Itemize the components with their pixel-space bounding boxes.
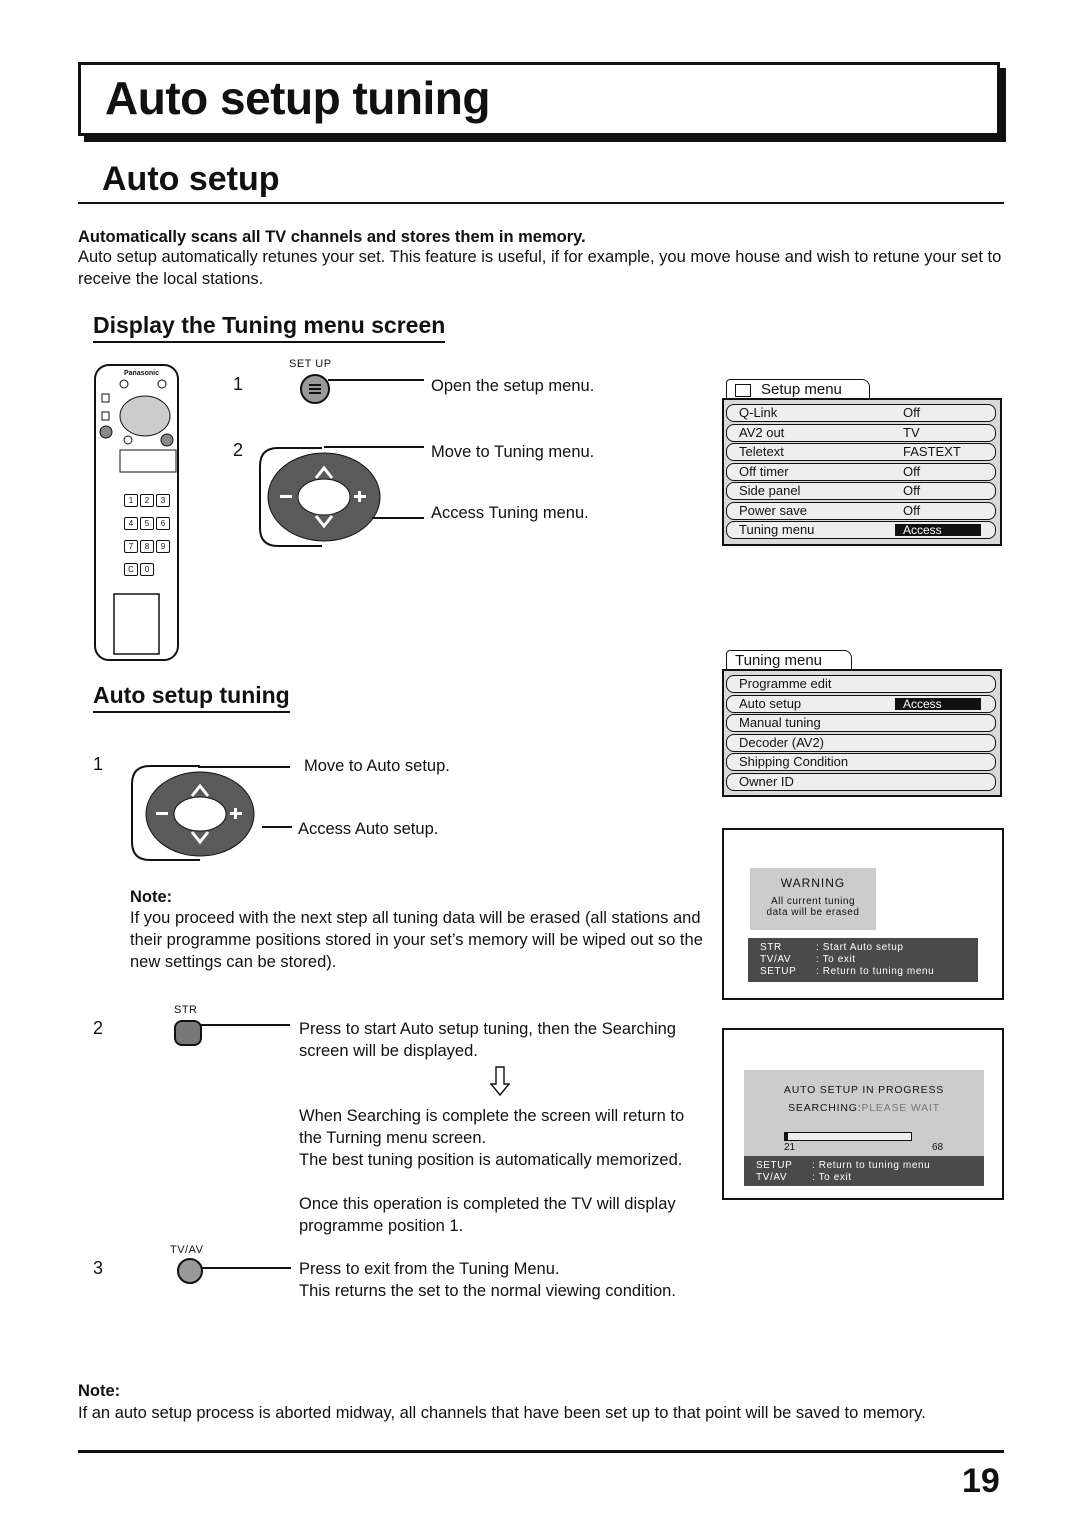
progress-key-key: TV/AV: [756, 1172, 788, 1183]
remote-key[interactable]: 1: [124, 494, 138, 507]
tvav-button-label: TV/AV: [170, 1244, 204, 1256]
tuning-menu-row[interactable]: [726, 695, 996, 713]
remote-key[interactable]: 3: [156, 494, 170, 507]
warning-line2: data will be erased: [766, 907, 860, 918]
intro-bold: Automatically scans all TV channels and stores them in memory.: [78, 228, 586, 246]
setup-menu-title: Setup menu: [761, 381, 842, 398]
progress-status: [744, 1102, 984, 1114]
warning-key-key: SETUP: [760, 966, 797, 977]
remote-keypad: [124, 490, 174, 582]
leader-line: [262, 826, 292, 828]
setup-menu-row[interactable]: [726, 502, 996, 520]
display-step-2-text: Move to Tuning menu.: [431, 443, 595, 461]
title-box: [78, 62, 1000, 136]
warning-key-list: [748, 938, 978, 982]
warning-line1: All current tuning: [770, 896, 856, 907]
remote-key[interactable]: 4: [124, 517, 138, 530]
setup-menu-row-label: Tuning menu: [739, 522, 815, 537]
progress-end: 68: [932, 1142, 944, 1153]
tuning-menu-row[interactable]: [726, 714, 996, 732]
warning-key-desc: : To exit: [816, 954, 856, 965]
warning-key-row: [748, 966, 978, 978]
setup-menu-row-value: FASTEXT: [903, 444, 961, 459]
remote-brand: Panasonic: [124, 370, 160, 377]
warning-title: WARNING: [780, 876, 846, 890]
footer-rule: [78, 1450, 1004, 1453]
direction-pad[interactable]: [258, 446, 388, 548]
progress-bar: [784, 1132, 912, 1141]
leader-line: [200, 1024, 290, 1026]
direction-pad-icon: [258, 446, 388, 548]
tuning-menu-row[interactable]: [726, 753, 996, 771]
auto-step-2-text: Press to start Auto setup tuning, then the Searching screen will be displayed.: [299, 1020, 676, 1060]
searching-label: SEARCHING:: [788, 1102, 862, 1114]
warning-key-row: [748, 942, 978, 954]
warning-box: [750, 868, 876, 930]
setup-menu-row[interactable]: [726, 443, 996, 461]
direction-pad[interactable]: [130, 764, 264, 864]
warning-key-desc: : Start Auto setup: [816, 942, 904, 953]
str-button-label: STR: [174, 1004, 198, 1016]
direction-pad-icon: [130, 764, 264, 864]
remote-key[interactable]: C: [124, 563, 138, 576]
auto-step-2-final: Once this operation is completed the TV will display programme position 1.: [299, 1195, 676, 1235]
down-arrow-icon: [490, 1066, 510, 1101]
progress-key-list: [744, 1156, 984, 1186]
section-rule: [78, 202, 1004, 204]
warning-screen: [722, 828, 1004, 1000]
setup-menu-row[interactable]: [726, 482, 996, 500]
progress-key-key: SETUP: [756, 1160, 793, 1171]
tuning-menu-row[interactable]: [726, 773, 996, 791]
setup-button-label: SET UP: [289, 358, 332, 370]
leader-line: [324, 446, 424, 448]
tuning-menu-row-label: Programme edit: [739, 676, 832, 691]
page-number: 19: [962, 1462, 1000, 1500]
setup-menu-row-value: Off: [903, 483, 921, 498]
setup-menu-row-value: Off: [903, 502, 921, 518]
auto-step-3-num: 3: [93, 1258, 104, 1278]
progress-title: AUTO SETUP IN PROGRESS: [783, 1084, 945, 1096]
str-button[interactable]: [174, 1020, 202, 1046]
tuning-menu-title: Tuning menu: [735, 652, 822, 669]
leader-line: [328, 379, 424, 381]
page-title: Auto setup tuning: [105, 72, 490, 124]
tuning-menu-row[interactable]: [726, 675, 996, 693]
remote-key[interactable]: 0: [140, 563, 154, 576]
auto-step-1-num: 1: [93, 754, 104, 774]
remote-key[interactable]: 9: [156, 540, 170, 553]
setup-menu-row-label: Teletext: [739, 444, 784, 459]
auto-step-2-more: When Searching is complete the screen will return to the Turning menu screen.: [299, 1107, 685, 1147]
progress-key-desc: : Return to tuning menu: [812, 1160, 931, 1171]
auto-step-2-memo: The best tuning position is automatically memorized.: [299, 1151, 683, 1169]
progress-screen: [722, 1028, 1004, 1200]
setup-menu-row[interactable]: [726, 424, 996, 442]
warning-key-desc: : Return to tuning menu: [816, 966, 935, 977]
progress-fill: [785, 1133, 788, 1140]
display-step-3-text: Access Tuning menu.: [431, 504, 589, 522]
setup-menu-row-label: Off timer: [739, 463, 789, 479]
remote-key[interactable]: 8: [140, 540, 154, 553]
setup-menu-row[interactable]: [726, 463, 996, 481]
display-section-heading: Display the Tuning menu screen: [93, 312, 445, 343]
setup-menu-row-value: TV: [903, 424, 920, 440]
leader-line: [372, 517, 424, 519]
leader-line: [198, 766, 290, 768]
setup-menu-row-value: Off: [903, 463, 921, 479]
setup-menu-row-label: Side panel: [739, 483, 801, 498]
tuning-menu-row-label: Decoder (AV2): [739, 734, 825, 750]
setup-menu-row-label: AV2 out: [739, 424, 785, 440]
tvav-button[interactable]: [177, 1258, 203, 1284]
tuning-menu-row-label: Owner ID: [739, 773, 794, 789]
leader-line: [201, 1267, 291, 1269]
tuning-menu-row-label: Manual tuning: [739, 715, 821, 730]
progress-start: 21: [784, 1142, 796, 1153]
display-step-1-text: Open the setup menu.: [431, 377, 595, 395]
warning-key-row: [748, 954, 978, 966]
setup-menu-row[interactable]: [726, 521, 996, 539]
progress-key-desc: : To exit: [812, 1172, 852, 1183]
progress-key-row: [744, 1172, 984, 1184]
setup-menu: [722, 398, 1002, 546]
setup-button[interactable]: [300, 374, 330, 404]
setup-menu-row-value: Off: [903, 405, 921, 420]
menu-list-icon: [302, 376, 328, 402]
auto-step-1b: Access Auto setup.: [298, 820, 439, 838]
tuning-menu-row-label: Shipping Condition: [739, 754, 849, 769]
remote-key[interactable]: 6: [156, 517, 170, 530]
tuning-menu: [722, 669, 1002, 797]
tuning-menu-row-label: Auto setup: [739, 695, 802, 711]
intro-text: Auto setup automatically retunes your set. This feature is useful, if for example, you move house and wish to retune your set to receive the local stations.: [78, 248, 1002, 288]
please-wait-label: PLEASE WAIT: [861, 1102, 940, 1114]
auto-step-2-num: 2: [93, 1018, 104, 1038]
access-badge: Access: [895, 698, 981, 710]
setup-menu-row[interactable]: [726, 404, 996, 422]
bottom-note-text: If an auto setup process is aborted midway, all channels that have been set up to that point will be saved to memory.: [78, 1404, 926, 1422]
remote-key[interactable]: 2: [140, 494, 154, 507]
auto-step-3-more: This returns the set to the normal viewing condition.: [299, 1282, 676, 1300]
setup-menu-row-label: Q-Link: [739, 405, 778, 420]
progress-key-row: [744, 1160, 984, 1172]
bottom-note-label: Note:: [78, 1382, 121, 1400]
access-badge: Access: [895, 524, 981, 536]
tuning-menu-row[interactable]: [726, 734, 996, 752]
menu-list-icon: [735, 384, 751, 397]
display-step-1-num: 1: [233, 374, 244, 394]
remote-key[interactable]: 5: [140, 517, 154, 530]
remote-key[interactable]: 7: [124, 540, 138, 553]
setup-menu-row-label: Power save: [739, 502, 807, 518]
section-title: Auto setup: [102, 160, 280, 198]
note-text: If you proceed with the next step all tuning data will be erased (all stations and their programme positions stored in your set’s memory will be wiped out so the new settings can be stored).: [130, 909, 703, 971]
warning-key-key: TV/AV: [760, 954, 792, 965]
note-label: Note:: [130, 888, 173, 906]
remote-control: [94, 364, 180, 662]
auto-step-1a: Move to Auto setup.: [304, 757, 450, 775]
auto-tuning-heading: Auto setup tuning: [93, 682, 290, 713]
auto-step-3-text: Press to exit from the Tuning Menu.: [299, 1260, 560, 1278]
warning-key-key: STR: [760, 942, 782, 953]
display-step-2-num: 2: [233, 440, 244, 460]
